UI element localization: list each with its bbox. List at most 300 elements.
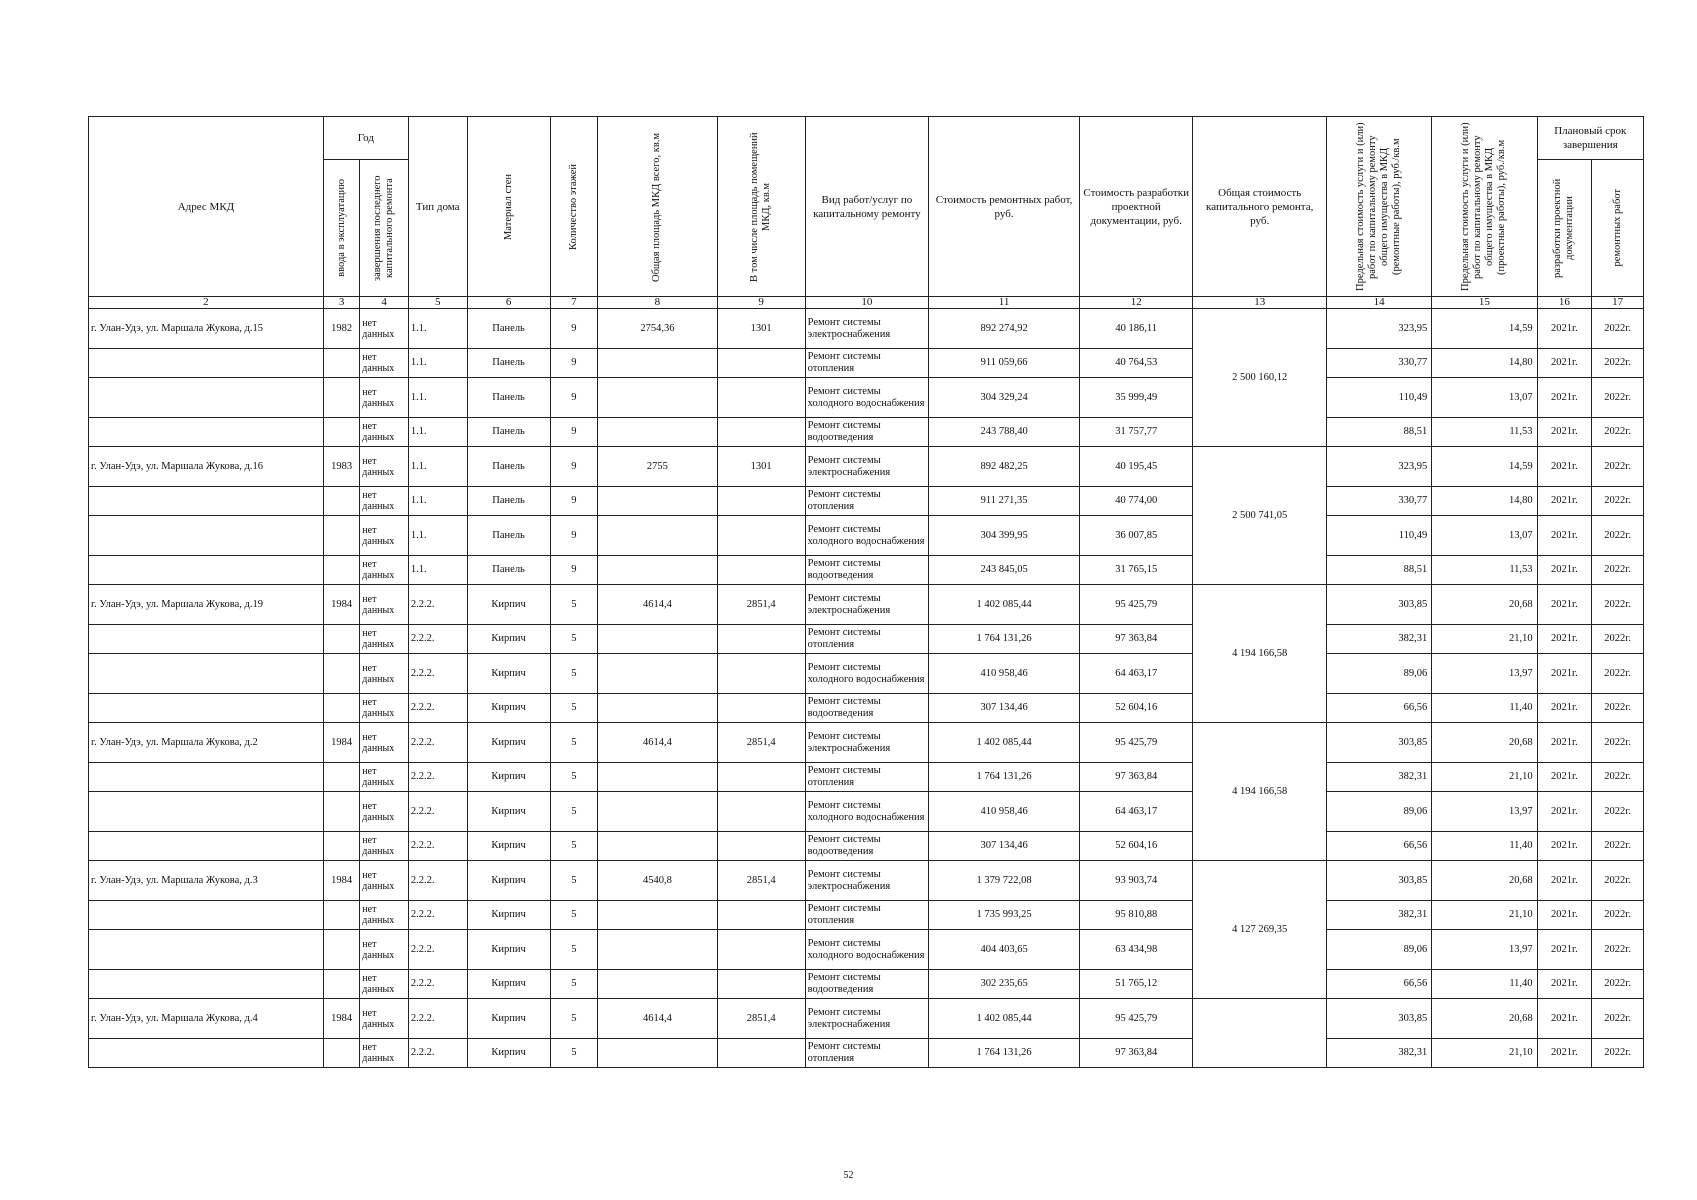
cell-work-type: Ремонт системы отопления: [805, 349, 929, 378]
cell-design-cost: 31 765,15: [1080, 556, 1193, 585]
cell-planned-design: 2021г.: [1537, 999, 1592, 1039]
cell-floors: 9: [550, 447, 598, 487]
cell-premises-area-empty: [717, 654, 805, 694]
cell-total-area: 2754,36: [598, 309, 717, 349]
cell-planned-repair: 2022г.: [1592, 901, 1644, 930]
cell-total-area-empty: [598, 418, 717, 447]
cell-work-type: Ремонт системы отопления: [805, 763, 929, 792]
cell-design-cost: 95 425,79: [1080, 723, 1193, 763]
cell-last-repair: нет данных: [360, 447, 409, 487]
cell-work-type: Ремонт системы водоотведения: [805, 832, 929, 861]
cell-total-area-empty: [598, 694, 717, 723]
cell-floors: 9: [550, 378, 598, 418]
cell-total-area: 4614,4: [598, 585, 717, 625]
cell-total-area-empty: [598, 930, 717, 970]
cell-address-empty: [89, 930, 324, 970]
cell-limit-design: 21,10: [1432, 763, 1537, 792]
cell-limit-design: 11,53: [1432, 556, 1537, 585]
table-row: [89, 516, 1644, 556]
cell-last-repair: нет данных: [360, 723, 409, 763]
cell-work-type: Ремонт системы отопления: [805, 625, 929, 654]
cell-floors: 9: [550, 309, 598, 349]
col-num: 15: [1432, 297, 1537, 309]
cell-material: Кирпич: [467, 625, 550, 654]
cell-planned-design: 2021г.: [1537, 418, 1592, 447]
cell-year-empty: [323, 654, 359, 694]
cell-house-type: 1.1.: [408, 556, 467, 585]
cell-floors: 5: [550, 585, 598, 625]
cell-repair-cost: 1 402 085,44: [929, 999, 1080, 1039]
cell-floors: 5: [550, 999, 598, 1039]
table-row: [89, 970, 1644, 999]
cell-year: 1984: [323, 723, 359, 763]
col-num: 6: [467, 297, 550, 309]
cell-planned-design: 2021г.: [1537, 901, 1592, 930]
cell-planned-design: 2021г.: [1537, 585, 1592, 625]
cell-floors: 5: [550, 694, 598, 723]
header-total-area-text: Общая площадь МКД всего, кв.м: [651, 131, 663, 282]
cell-work-type: Ремонт системы электроснабжения: [805, 447, 929, 487]
cell-last-repair: нет данных: [360, 654, 409, 694]
cell-floors: 9: [550, 556, 598, 585]
cell-limit-repair: 330,77: [1327, 487, 1432, 516]
header-total-cost: Общая стоимость капитального ремонта, руб.: [1193, 117, 1327, 297]
cell-design-cost: 35 999,49: [1080, 378, 1193, 418]
cell-limit-design: 14,59: [1432, 447, 1537, 487]
cell-floors: 9: [550, 516, 598, 556]
table-row: [89, 309, 1644, 349]
cell-total-area-empty: [598, 487, 717, 516]
cell-address-empty: [89, 792, 324, 832]
cell-floors: 5: [550, 861, 598, 901]
cell-planned-repair: 2022г.: [1592, 654, 1644, 694]
cell-total-cost: 4 127 269,35: [1193, 861, 1327, 999]
cell-planned-repair: 2022г.: [1592, 930, 1644, 970]
cell-last-repair: нет данных: [360, 832, 409, 861]
cell-design-cost: 95 425,79: [1080, 585, 1193, 625]
table-row: [89, 723, 1644, 763]
header-floors-text: Количество этажей: [567, 163, 579, 250]
cell-planned-repair: 2022г.: [1592, 378, 1644, 418]
cell-work-type: Ремонт системы электроснабжения: [805, 999, 929, 1039]
cell-premises-area: 1301: [717, 447, 805, 487]
cell-limit-repair: 382,31: [1327, 763, 1432, 792]
cell-repair-cost: 243 845,05: [929, 556, 1080, 585]
cell-floors: 5: [550, 654, 598, 694]
cell-limit-repair: 89,06: [1327, 654, 1432, 694]
cell-total-area-empty: [598, 516, 717, 556]
cell-address-empty: [89, 1039, 324, 1068]
table-row: [89, 694, 1644, 723]
cell-year-empty: [323, 930, 359, 970]
cell-material: Кирпич: [467, 763, 550, 792]
cell-last-repair: нет данных: [360, 585, 409, 625]
header-year: Год: [323, 117, 408, 160]
cell-work-type: Ремонт системы холодного водоснабжения: [805, 930, 929, 970]
cell-limit-design: 13,97: [1432, 792, 1537, 832]
cell-limit-repair: 66,56: [1327, 832, 1432, 861]
table-row: [89, 1039, 1644, 1068]
cell-house-type: 1.1.: [408, 447, 467, 487]
cell-last-repair: нет данных: [360, 516, 409, 556]
cell-planned-repair: 2022г.: [1592, 309, 1644, 349]
cell-premises-area: 2851,4: [717, 861, 805, 901]
cell-limit-repair: 303,85: [1327, 999, 1432, 1039]
cell-last-repair: нет данных: [360, 625, 409, 654]
cell-year-empty: [323, 970, 359, 999]
cell-premises-area: 2851,4: [717, 585, 805, 625]
cell-work-type: Ремонт системы отопления: [805, 901, 929, 930]
header-wall-material-text: Материал стен: [502, 173, 514, 240]
header-year-commission: [323, 160, 359, 297]
table-row: [89, 447, 1644, 487]
table-row: [89, 487, 1644, 516]
cell-limit-repair: 303,85: [1327, 723, 1432, 763]
cell-material: Кирпич: [467, 861, 550, 901]
cell-planned-design: 2021г.: [1537, 309, 1592, 349]
cell-work-type: Ремонт системы холодного водоснабжения: [805, 516, 929, 556]
col-num: 9: [717, 297, 805, 309]
cell-address-empty: [89, 418, 324, 447]
cell-limit-repair: 323,95: [1327, 447, 1432, 487]
cell-design-cost: 95 810,88: [1080, 901, 1193, 930]
cell-planned-design: 2021г.: [1537, 861, 1592, 901]
cell-planned-repair: 2022г.: [1592, 447, 1644, 487]
table-row: [89, 861, 1644, 901]
cell-limit-design: 11,53: [1432, 418, 1537, 447]
cell-work-type: Ремонт системы отопления: [805, 487, 929, 516]
cell-premises-area-empty: [717, 378, 805, 418]
cell-address: г. Улан-Удэ, ул. Маршала Жукова, д.19: [89, 585, 324, 625]
cell-repair-cost: 892 274,92: [929, 309, 1080, 349]
cell-repair-cost: 307 134,46: [929, 832, 1080, 861]
cell-address-empty: [89, 556, 324, 585]
cell-planned-design: 2021г.: [1537, 654, 1592, 694]
cell-planned-repair: 2022г.: [1592, 723, 1644, 763]
cell-total-area-empty: [598, 1039, 717, 1068]
cell-planned-design: 2021г.: [1537, 792, 1592, 832]
header-address: Адрес МКД: [89, 117, 324, 297]
cell-work-type: Ремонт системы электроснабжения: [805, 723, 929, 763]
cell-house-type: 2.2.2.: [408, 861, 467, 901]
cell-premises-area: 1301: [717, 309, 805, 349]
cell-year-empty: [323, 1039, 359, 1068]
cell-floors: 5: [550, 930, 598, 970]
cell-premises-area-empty: [717, 625, 805, 654]
cell-work-type: Ремонт системы электроснабжения: [805, 309, 929, 349]
cell-limit-design: 11,40: [1432, 832, 1537, 861]
cell-repair-cost: 1 735 993,25: [929, 901, 1080, 930]
cell-limit-repair: 110,49: [1327, 516, 1432, 556]
cell-address-empty: [89, 901, 324, 930]
cell-material: Панель: [467, 349, 550, 378]
cell-limit-repair: 382,31: [1327, 901, 1432, 930]
header-planned-design: [1537, 160, 1592, 297]
cell-total-area: 2755: [598, 447, 717, 487]
cell-house-type: 1.1.: [408, 418, 467, 447]
cell-premises-area-empty: [717, 832, 805, 861]
cell-last-repair: нет данных: [360, 349, 409, 378]
cell-last-repair: нет данных: [360, 999, 409, 1039]
cell-repair-cost: 410 958,46: [929, 792, 1080, 832]
cell-house-type: 2.2.2.: [408, 930, 467, 970]
cell-limit-design: 14,80: [1432, 349, 1537, 378]
cell-work-type: Ремонт системы холодного водоснабжения: [805, 654, 929, 694]
cell-material: Панель: [467, 556, 550, 585]
cell-limit-repair: 88,51: [1327, 418, 1432, 447]
cell-address-empty: [89, 694, 324, 723]
cell-total-area-empty: [598, 901, 717, 930]
cell-limit-design: 21,10: [1432, 1039, 1537, 1068]
cell-planned-design: 2021г.: [1537, 516, 1592, 556]
cell-last-repair: нет данных: [360, 930, 409, 970]
cell-repair-cost: 307 134,46: [929, 694, 1080, 723]
table-row: [89, 999, 1644, 1039]
cell-total-area: 4540,8: [598, 861, 717, 901]
cell-last-repair: нет данных: [360, 694, 409, 723]
table-row: [89, 349, 1644, 378]
cell-year: 1982: [323, 309, 359, 349]
cell-house-type: 2.2.2.: [408, 970, 467, 999]
cell-house-type: 2.2.2.: [408, 901, 467, 930]
cell-floors: 5: [550, 832, 598, 861]
cell-planned-repair: 2022г.: [1592, 792, 1644, 832]
cell-address-empty: [89, 970, 324, 999]
cell-year-empty: [323, 378, 359, 418]
header-limit-repair-text: Предельная стоимость услуги и (или) работ по капитальному ремонту общего имущества в МКД (ремонтные работы), руб./кв.м: [1355, 122, 1403, 291]
cell-premises-area: 2851,4: [717, 723, 805, 763]
cell-repair-cost: 892 482,25: [929, 447, 1080, 487]
cell-total-area-empty: [598, 792, 717, 832]
cell-material: Кирпич: [467, 792, 550, 832]
cell-total-cost: 4 194 166,58: [1193, 585, 1327, 723]
cell-design-cost: 40 186,11: [1080, 309, 1193, 349]
cell-limit-design: 20,68: [1432, 861, 1537, 901]
cell-planned-repair: 2022г.: [1592, 418, 1644, 447]
cell-house-type: 2.2.2.: [408, 694, 467, 723]
cell-floors: 5: [550, 901, 598, 930]
cell-design-cost: 40 195,45: [1080, 447, 1193, 487]
header-premises-area: [717, 117, 805, 297]
cell-limit-design: 11,40: [1432, 694, 1537, 723]
cell-limit-design: 14,80: [1432, 487, 1537, 516]
header-year-commission-text: ввода в эксплуатацию: [335, 179, 347, 277]
header-year-last-repair: [360, 160, 409, 297]
cell-floors: 5: [550, 625, 598, 654]
cell-house-type: 1.1.: [408, 349, 467, 378]
cell-limit-repair: 88,51: [1327, 556, 1432, 585]
cell-floors: 5: [550, 1039, 598, 1068]
cell-total-area-empty: [598, 763, 717, 792]
header-design-cost: Стоимость разработки проектной документации, руб.: [1080, 117, 1193, 297]
cell-repair-cost: 243 788,40: [929, 418, 1080, 447]
cell-year-empty: [323, 901, 359, 930]
cell-premises-area-empty: [717, 349, 805, 378]
cell-planned-design: 2021г.: [1537, 349, 1592, 378]
cell-repair-cost: 302 235,65: [929, 970, 1080, 999]
table-row: [89, 585, 1644, 625]
cell-year: 1984: [323, 585, 359, 625]
cell-planned-design: 2021г.: [1537, 447, 1592, 487]
cell-repair-cost: 1 402 085,44: [929, 723, 1080, 763]
cell-design-cost: 63 434,98: [1080, 930, 1193, 970]
cell-planned-repair: 2022г.: [1592, 861, 1644, 901]
cell-last-repair: нет данных: [360, 792, 409, 832]
cell-material: Кирпич: [467, 723, 550, 763]
cell-material: Панель: [467, 309, 550, 349]
cell-work-type: Ремонт системы водоотведения: [805, 418, 929, 447]
cell-material: Панель: [467, 487, 550, 516]
cell-address-empty: [89, 625, 324, 654]
cell-house-type: 2.2.2.: [408, 625, 467, 654]
header-limit-design: [1432, 117, 1537, 297]
cell-planned-design: 2021г.: [1537, 763, 1592, 792]
cell-planned-repair: 2022г.: [1592, 694, 1644, 723]
cell-planned-repair: 2022г.: [1592, 970, 1644, 999]
header-work-type: Вид работ/услуг по капитальному ремонту: [805, 117, 929, 297]
cell-house-type: 2.2.2.: [408, 792, 467, 832]
cell-total-cost: [1193, 999, 1327, 1068]
cell-year-empty: [323, 516, 359, 556]
table-row: [89, 763, 1644, 792]
cell-address-empty: [89, 378, 324, 418]
cell-limit-design: 14,59: [1432, 309, 1537, 349]
cell-material: Кирпич: [467, 1039, 550, 1068]
cell-last-repair: нет данных: [360, 901, 409, 930]
cell-repair-cost: 1 764 131,26: [929, 625, 1080, 654]
cell-design-cost: 36 007,85: [1080, 516, 1193, 556]
table-row: [89, 654, 1644, 694]
cell-floors: 9: [550, 418, 598, 447]
cell-limit-repair: 89,06: [1327, 792, 1432, 832]
cell-work-type: Ремонт системы электроснабжения: [805, 585, 929, 625]
cell-limit-repair: 382,31: [1327, 625, 1432, 654]
cell-total-area-empty: [598, 349, 717, 378]
header-floors: [550, 117, 598, 297]
cell-year: 1983: [323, 447, 359, 487]
cell-premises-area-empty: [717, 418, 805, 447]
cell-total-area-empty: [598, 625, 717, 654]
cell-house-type: 2.2.2.: [408, 832, 467, 861]
cell-work-type: Ремонт системы отопления: [805, 1039, 929, 1068]
cell-limit-design: 13,07: [1432, 516, 1537, 556]
cell-repair-cost: 1 764 131,26: [929, 763, 1080, 792]
cell-repair-cost: 1 402 085,44: [929, 585, 1080, 625]
cell-planned-design: 2021г.: [1537, 930, 1592, 970]
col-num: 17: [1592, 297, 1644, 309]
cell-design-cost: 40 774,00: [1080, 487, 1193, 516]
cell-house-type: 2.2.2.: [408, 723, 467, 763]
cell-planned-design: 2021г.: [1537, 487, 1592, 516]
header-limit-design-text: Предельная стоимость услуги и (или) работ по капитальному ремонту общего имущества в МКД (проектные работы), руб./кв.м: [1460, 122, 1508, 291]
cell-total-area-empty: [598, 654, 717, 694]
cell-house-type: 2.2.2.: [408, 1039, 467, 1068]
col-num: 12: [1080, 297, 1193, 309]
header-planned: Плановый срок завершения: [1537, 117, 1643, 160]
cell-planned-repair: 2022г.: [1592, 487, 1644, 516]
col-num: 3: [323, 297, 359, 309]
column-number-row: [89, 297, 1644, 309]
cell-total-area-empty: [598, 378, 717, 418]
cell-last-repair: нет данных: [360, 418, 409, 447]
cell-limit-design: 20,68: [1432, 585, 1537, 625]
cell-material: Кирпич: [467, 930, 550, 970]
cell-house-type: 2.2.2.: [408, 585, 467, 625]
cell-last-repair: нет данных: [360, 309, 409, 349]
col-num: 7: [550, 297, 598, 309]
cell-material: Панель: [467, 447, 550, 487]
cell-limit-repair: 66,56: [1327, 970, 1432, 999]
cell-limit-repair: 382,31: [1327, 1039, 1432, 1068]
capital-repair-table-sheet: [88, 116, 1644, 1068]
header-planned-design-text: разработки проектной документации: [1552, 178, 1576, 278]
cell-work-type: Ремонт системы водоотведения: [805, 970, 929, 999]
cell-house-type: 1.1.: [408, 516, 467, 556]
cell-repair-cost: 911 059,66: [929, 349, 1080, 378]
table-row: [89, 556, 1644, 585]
cell-planned-repair: 2022г.: [1592, 999, 1644, 1039]
cell-planned-repair: 2022г.: [1592, 763, 1644, 792]
cell-design-cost: 52 604,16: [1080, 832, 1193, 861]
cell-planned-repair: 2022г.: [1592, 585, 1644, 625]
cell-floors: 9: [550, 349, 598, 378]
cell-premises-area-empty: [717, 930, 805, 970]
cell-floors: 9: [550, 487, 598, 516]
cell-material: Кирпич: [467, 901, 550, 930]
header-planned-repair: [1592, 160, 1644, 297]
cell-limit-design: 13,07: [1432, 378, 1537, 418]
cell-address-empty: [89, 763, 324, 792]
cell-floors: 5: [550, 723, 598, 763]
cell-floors: 5: [550, 970, 598, 999]
cell-design-cost: 97 363,84: [1080, 625, 1193, 654]
header-house-type: Тип дома: [408, 117, 467, 297]
cell-address-empty: [89, 516, 324, 556]
cell-last-repair: нет данных: [360, 763, 409, 792]
cell-total-area-empty: [598, 970, 717, 999]
cell-address: г. Улан-Удэ, ул. Маршала Жукова, д.15: [89, 309, 324, 349]
table-row: [89, 418, 1644, 447]
cell-year-empty: [323, 625, 359, 654]
cell-premises-area: 2851,4: [717, 999, 805, 1039]
cell-year-empty: [323, 694, 359, 723]
cell-last-repair: нет данных: [360, 970, 409, 999]
col-num: 2: [89, 297, 324, 309]
cell-design-cost: 51 765,12: [1080, 970, 1193, 999]
cell-limit-design: 13,97: [1432, 930, 1537, 970]
cell-floors: 5: [550, 792, 598, 832]
cell-last-repair: нет данных: [360, 487, 409, 516]
cell-planned-design: 2021г.: [1537, 832, 1592, 861]
cell-work-type: Ремонт системы водоотведения: [805, 556, 929, 585]
cell-planned-repair: 2022г.: [1592, 1039, 1644, 1068]
cell-planned-design: 2021г.: [1537, 378, 1592, 418]
header-planned-repair-text: ремонтных работ: [1611, 189, 1623, 267]
cell-planned-repair: 2022г.: [1592, 516, 1644, 556]
cell-limit-repair: 89,06: [1327, 930, 1432, 970]
cell-planned-design: 2021г.: [1537, 556, 1592, 585]
col-num: 11: [929, 297, 1080, 309]
cell-planned-design: 2021г.: [1537, 723, 1592, 763]
cell-limit-design: 20,68: [1432, 999, 1537, 1039]
cell-design-cost: 40 764,53: [1080, 349, 1193, 378]
cell-house-type: 2.2.2.: [408, 763, 467, 792]
cell-planned-repair: 2022г.: [1592, 556, 1644, 585]
header-limit-repair: [1327, 117, 1432, 297]
cell-planned-design: 2021г.: [1537, 694, 1592, 723]
cell-material: Панель: [467, 516, 550, 556]
table-row: [89, 792, 1644, 832]
